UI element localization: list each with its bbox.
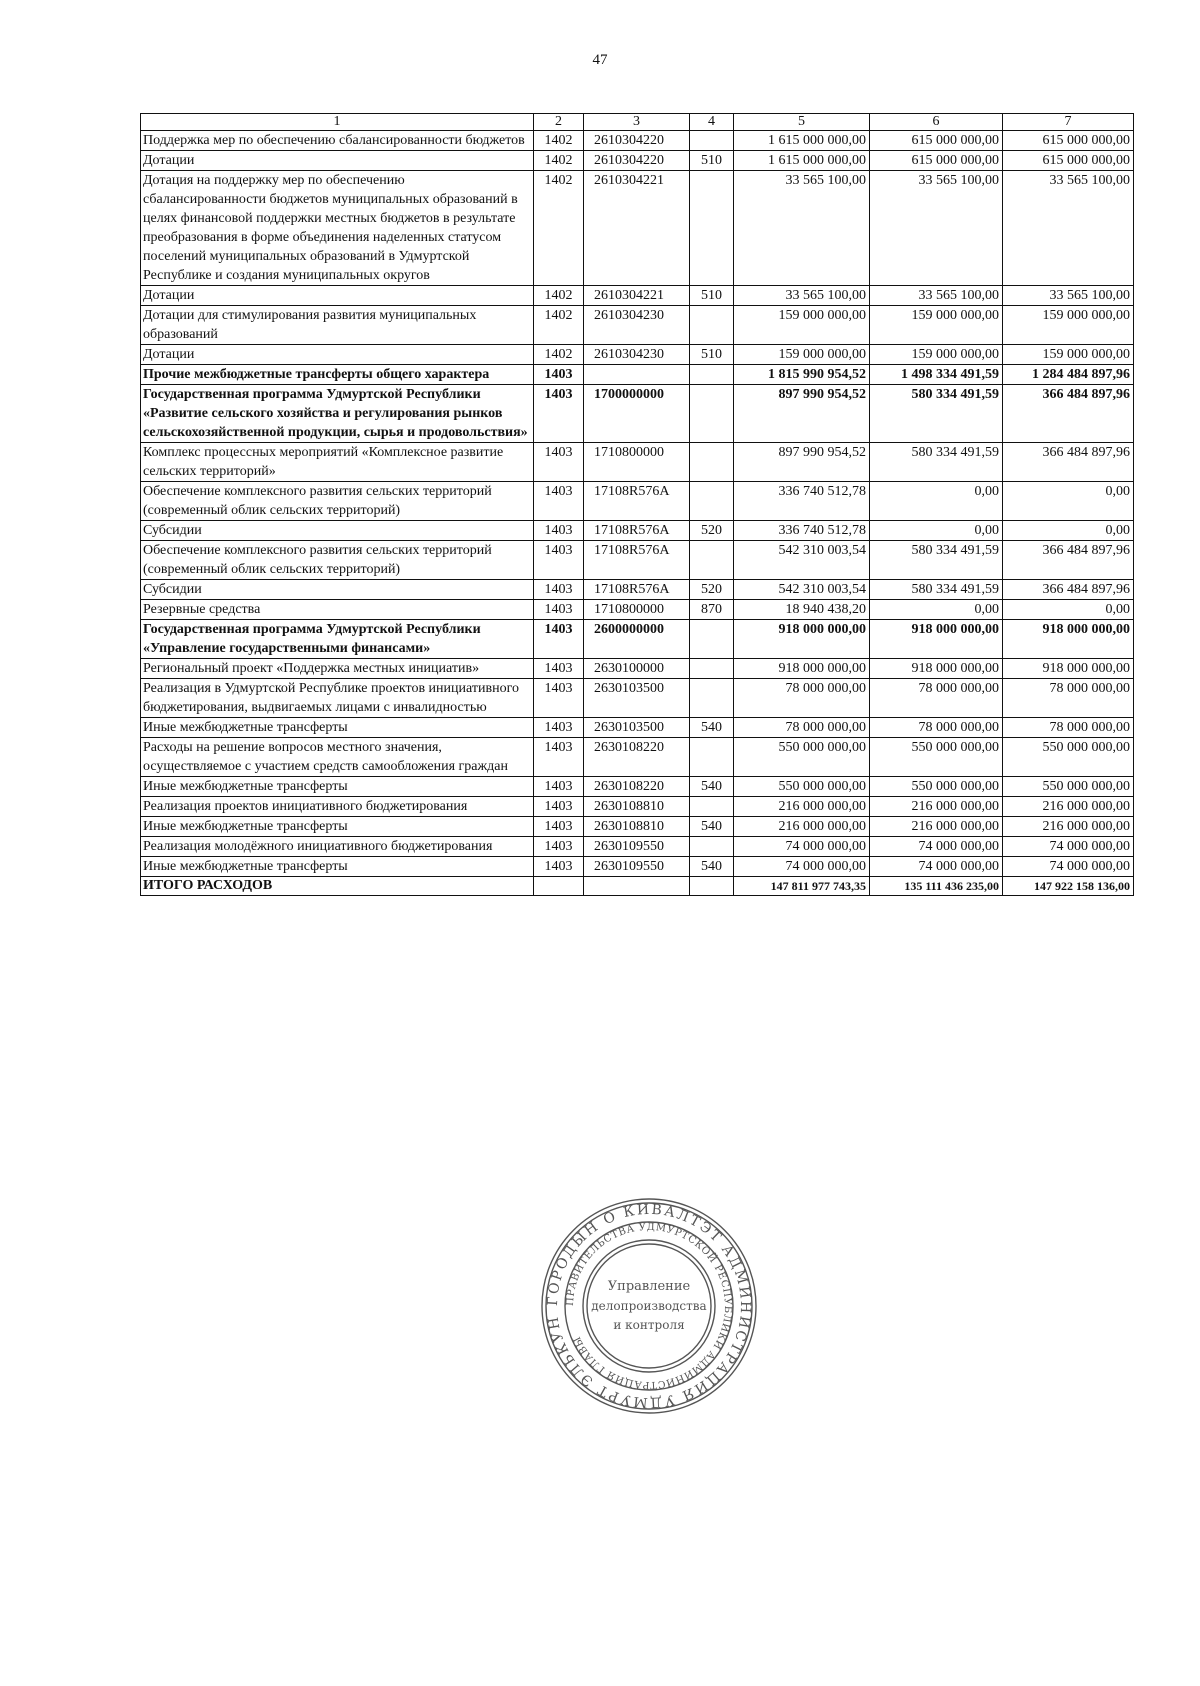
year3-amount-cell: 74 000 000,00: [1003, 857, 1134, 877]
seal-center-line: Управление: [607, 1279, 691, 1294]
target-article-cell: 2630108810: [584, 817, 690, 837]
year3-amount-cell: 159 000 000,00: [1003, 306, 1134, 345]
row-name-cell: Дотации: [141, 286, 534, 306]
table-row: [141, 365, 1134, 385]
section-code-cell: 1402: [534, 345, 584, 365]
expense-type-cell: [690, 837, 734, 857]
expenditure-table: [140, 113, 1134, 896]
year1-amount-cell: 550 000 000,00: [734, 738, 870, 777]
year3-amount-cell: 216 000 000,00: [1003, 797, 1134, 817]
section-code-cell: 1403: [534, 580, 584, 600]
row-name-cell: Субсидии: [141, 580, 534, 600]
page-number: 47: [592, 52, 608, 68]
target-article-cell: 2630100000: [584, 659, 690, 679]
row-name-cell: Дотация на поддержку мер по обеспечению сбалансированности бюджетов муниципальных образований в целях финансовой поддержки местных бюджетов в результате преобразования в форме объединения наделенных статусом поселений муниципальных образований в Удмуртской Республике и создания муниципальных округов: [141, 171, 534, 286]
row-name-cell: Государственная программа Удмуртской Республики «Развитие сельского хозяйства и регулирования рынков сельскохозяйственной продукции, сырья и продовольствия»: [141, 385, 534, 443]
seal-center-line: делопроизводства: [591, 1299, 707, 1313]
table-row: [141, 857, 1134, 877]
year3-amount-cell: 216 000 000,00: [1003, 817, 1134, 837]
expense-type-cell: [690, 365, 734, 385]
header-cell: 6: [870, 114, 1003, 131]
row-name-cell: Иные межбюджетные трансферты: [141, 857, 534, 877]
year2-amount-cell: 918 000 000,00: [870, 620, 1003, 659]
row-name-cell: Реализация проектов инициативного бюджетирования: [141, 797, 534, 817]
year1-amount-cell: 336 740 512,78: [734, 521, 870, 541]
target-article-cell: 17108R576A: [584, 541, 690, 580]
year3-amount-cell: 366 484 897,96: [1003, 385, 1134, 443]
section-code-cell: 1402: [534, 151, 584, 171]
table-row: [141, 521, 1134, 541]
target-article-cell: 2630108810: [584, 797, 690, 817]
table-body: [141, 114, 1134, 896]
expense-type-cell: [690, 306, 734, 345]
target-article-cell: 2630109550: [584, 837, 690, 857]
expense-type-cell: [690, 131, 734, 151]
expense-type-cell: 520: [690, 580, 734, 600]
target-article-cell: 2630108220: [584, 738, 690, 777]
year1-amount-cell: 542 310 003,54: [734, 580, 870, 600]
year2-amount-cell: 74 000 000,00: [870, 837, 1003, 857]
expense-type-cell: [690, 877, 734, 896]
section-code-cell: 1403: [534, 443, 584, 482]
year2-amount-cell: 615 000 000,00: [870, 151, 1003, 171]
table-row: [141, 443, 1134, 482]
expense-type-cell: [690, 443, 734, 482]
table-row: [141, 718, 1134, 738]
header-cell: 5: [734, 114, 870, 131]
header-cell: 3: [584, 114, 690, 131]
year1-amount-cell: 159 000 000,00: [734, 306, 870, 345]
section-code-cell: 1403: [534, 521, 584, 541]
year2-amount-cell: 580 334 491,59: [870, 385, 1003, 443]
row-name-cell: Иные межбюджетные трансферты: [141, 817, 534, 837]
table-row: [141, 777, 1134, 797]
section-code-cell: 1402: [534, 131, 584, 151]
target-article-cell: 2630103500: [584, 718, 690, 738]
expense-type-cell: [690, 482, 734, 521]
target-article-cell: 17108R576A: [584, 521, 690, 541]
target-article-cell: 2610304221: [584, 286, 690, 306]
year1-amount-cell: 216 000 000,00: [734, 817, 870, 837]
table-row: [141, 620, 1134, 659]
year3-amount-cell: 366 484 897,96: [1003, 443, 1134, 482]
table-row: [141, 580, 1134, 600]
expense-type-cell: 520: [690, 521, 734, 541]
year2-amount-cell: 216 000 000,00: [870, 817, 1003, 837]
year1-amount-cell: 336 740 512,78: [734, 482, 870, 521]
year2-amount-cell: 0,00: [870, 482, 1003, 521]
section-code-cell: [534, 877, 584, 896]
expense-type-cell: 540: [690, 718, 734, 738]
year1-amount-cell: 918 000 000,00: [734, 659, 870, 679]
year2-amount-cell: 159 000 000,00: [870, 306, 1003, 345]
year3-amount-cell: 0,00: [1003, 600, 1134, 620]
section-code-cell: 1403: [534, 679, 584, 718]
year2-amount-cell: 74 000 000,00: [870, 857, 1003, 877]
expense-type-cell: 510: [690, 345, 734, 365]
row-name-cell: Региональный проект «Поддержка местных инициатив»: [141, 659, 534, 679]
target-article-cell: 1710800000: [584, 600, 690, 620]
year2-amount-cell: 918 000 000,00: [870, 659, 1003, 679]
expense-type-cell: [690, 797, 734, 817]
section-code-cell: 1403: [534, 777, 584, 797]
target-article-cell: 2610304220: [584, 131, 690, 151]
year3-amount-cell: 147 922 158 136,00: [1003, 877, 1134, 896]
target-article-cell: [584, 365, 690, 385]
target-article-cell: 2610304221: [584, 171, 690, 286]
year2-amount-cell: 580 334 491,59: [870, 580, 1003, 600]
table-row: [141, 286, 1134, 306]
table-row: [141, 171, 1134, 286]
year2-amount-cell: 33 565 100,00: [870, 171, 1003, 286]
row-name-cell: Прочие межбюджетные трансферты общего характера: [141, 365, 534, 385]
year3-amount-cell: 159 000 000,00: [1003, 345, 1134, 365]
row-name-cell: Реализация в Удмуртской Республике проектов инициативного бюджетирования, выдвигаемых лицами с инвалидностью: [141, 679, 534, 718]
year1-amount-cell: 78 000 000,00: [734, 679, 870, 718]
target-article-cell: 2630103500: [584, 679, 690, 718]
section-code-cell: 1403: [534, 817, 584, 837]
row-name-cell: Иные межбюджетные трансферты: [141, 777, 534, 797]
header-cell: 1: [141, 114, 534, 131]
table-row: [141, 659, 1134, 679]
column-number-header: [141, 114, 1134, 131]
target-article-cell: [584, 877, 690, 896]
year1-amount-cell: 74 000 000,00: [734, 837, 870, 857]
year2-amount-cell: 78 000 000,00: [870, 679, 1003, 718]
year1-amount-cell: 159 000 000,00: [734, 345, 870, 365]
expense-type-cell: [690, 659, 734, 679]
year3-amount-cell: 1 284 484 897,96: [1003, 365, 1134, 385]
expense-type-cell: [690, 171, 734, 286]
seal-center-line: и контроля: [613, 1318, 685, 1332]
expense-type-cell: [690, 620, 734, 659]
year2-amount-cell: 159 000 000,00: [870, 345, 1003, 365]
year1-amount-cell: 33 565 100,00: [734, 171, 870, 286]
target-article-cell: 17108R576A: [584, 482, 690, 521]
section-code-cell: 1403: [534, 718, 584, 738]
row-name-cell: Резервные средства: [141, 600, 534, 620]
official-seal-stamp: [538, 1195, 760, 1417]
section-code-cell: 1403: [534, 857, 584, 877]
year1-amount-cell: 1 615 000 000,00: [734, 151, 870, 171]
row-name-cell: Реализация молодёжного инициативного бюджетирования: [141, 837, 534, 857]
year1-amount-cell: 216 000 000,00: [734, 797, 870, 817]
expense-type-cell: 540: [690, 857, 734, 877]
section-code-cell: 1403: [534, 365, 584, 385]
expense-type-cell: 540: [690, 817, 734, 837]
expense-type-cell: [690, 679, 734, 718]
table-row: [141, 738, 1134, 777]
target-article-cell: 1700000000: [584, 385, 690, 443]
table-row: [141, 797, 1134, 817]
year2-amount-cell: 1 498 334 491,59: [870, 365, 1003, 385]
header-cell: 2: [534, 114, 584, 131]
section-code-cell: 1403: [534, 738, 584, 777]
target-article-cell: 17108R576A: [584, 580, 690, 600]
year1-amount-cell: 1 815 990 954,52: [734, 365, 870, 385]
expense-type-cell: 540: [690, 777, 734, 797]
year3-amount-cell: 615 000 000,00: [1003, 151, 1134, 171]
table-row: [141, 679, 1134, 718]
year2-amount-cell: 550 000 000,00: [870, 777, 1003, 797]
year2-amount-cell: 580 334 491,59: [870, 541, 1003, 580]
row-name-cell: Обеспечение комплексного развития сельских территорий (современный облик сельских территорий): [141, 541, 534, 580]
target-article-cell: 2610304220: [584, 151, 690, 171]
year2-amount-cell: 550 000 000,00: [870, 738, 1003, 777]
year2-amount-cell: 33 565 100,00: [870, 286, 1003, 306]
year3-amount-cell: 74 000 000,00: [1003, 837, 1134, 857]
expense-type-cell: 510: [690, 286, 734, 306]
year3-amount-cell: 366 484 897,96: [1003, 580, 1134, 600]
year1-amount-cell: 1 615 000 000,00: [734, 131, 870, 151]
year3-amount-cell: 33 565 100,00: [1003, 286, 1134, 306]
year2-amount-cell: 615 000 000,00: [870, 131, 1003, 151]
section-code-cell: 1403: [534, 620, 584, 659]
table-row: [141, 385, 1134, 443]
year3-amount-cell: 615 000 000,00: [1003, 131, 1134, 151]
table-row: [141, 345, 1134, 365]
section-code-cell: 1402: [534, 171, 584, 286]
year1-amount-cell: 550 000 000,00: [734, 777, 870, 797]
year2-amount-cell: 135 111 436 235,00: [870, 877, 1003, 896]
year2-amount-cell: 580 334 491,59: [870, 443, 1003, 482]
expense-type-cell: 510: [690, 151, 734, 171]
section-code-cell: 1403: [534, 797, 584, 817]
table-row: [141, 131, 1134, 151]
section-code-cell: 1403: [534, 541, 584, 580]
year1-amount-cell: 897 990 954,52: [734, 443, 870, 482]
table-row: [141, 541, 1134, 580]
target-article-cell: 2630109550: [584, 857, 690, 877]
target-article-cell: 2630108220: [584, 777, 690, 797]
year3-amount-cell: 33 565 100,00: [1003, 171, 1134, 286]
row-name-cell: Комплекс процессных мероприятий «Комплексное развитие сельских территорий»: [141, 443, 534, 482]
year1-amount-cell: 897 990 954,52: [734, 385, 870, 443]
expense-type-cell: [690, 541, 734, 580]
table-row: [141, 151, 1134, 171]
seal-inner-text: ПРАВИТЕЛЬСТВА УДМУРТСКОЙ РЕСПУБЛИКИ АДМИНИСТРАЦИЯ ГЛАВЫ: [564, 1221, 734, 1391]
section-code-cell: 1403: [534, 482, 584, 521]
section-code-cell: 1403: [534, 837, 584, 857]
row-name-cell: Обеспечение комплексного развития сельских территорий (современный облик сельских территорий): [141, 482, 534, 521]
year3-amount-cell: 918 000 000,00: [1003, 620, 1134, 659]
year3-amount-cell: 366 484 897,96: [1003, 541, 1134, 580]
header-cell: 4: [690, 114, 734, 131]
table-row: [141, 600, 1134, 620]
section-code-cell: 1403: [534, 600, 584, 620]
year3-amount-cell: 550 000 000,00: [1003, 777, 1134, 797]
total-row: [141, 877, 1134, 896]
year3-amount-cell: 0,00: [1003, 482, 1134, 521]
row-name-cell: Государственная программа Удмуртской Республики «Управление государственными финансами»: [141, 620, 534, 659]
year1-amount-cell: 918 000 000,00: [734, 620, 870, 659]
target-article-cell: 2600000000: [584, 620, 690, 659]
expense-type-cell: [690, 738, 734, 777]
target-article-cell: 2610304230: [584, 306, 690, 345]
expense-type-cell: [690, 385, 734, 443]
section-code-cell: 1402: [534, 306, 584, 345]
row-name-cell: Дотации: [141, 345, 534, 365]
year1-amount-cell: 33 565 100,00: [734, 286, 870, 306]
year1-amount-cell: 74 000 000,00: [734, 857, 870, 877]
year3-amount-cell: 550 000 000,00: [1003, 738, 1134, 777]
row-name-cell: Поддержка мер по обеспечению сбалансированности бюджетов: [141, 131, 534, 151]
section-code-cell: 1402: [534, 286, 584, 306]
row-name-cell: Дотации: [141, 151, 534, 171]
row-name-cell: Дотации для стимулирования развития муниципальных образований: [141, 306, 534, 345]
year3-amount-cell: 0,00: [1003, 521, 1134, 541]
year2-amount-cell: 216 000 000,00: [870, 797, 1003, 817]
year2-amount-cell: 0,00: [870, 600, 1003, 620]
year2-amount-cell: 78 000 000,00: [870, 718, 1003, 738]
table-row: [141, 306, 1134, 345]
year1-amount-cell: 78 000 000,00: [734, 718, 870, 738]
target-article-cell: 2610304230: [584, 345, 690, 365]
section-code-cell: 1403: [534, 659, 584, 679]
year1-amount-cell: 18 940 438,20: [734, 600, 870, 620]
row-name-cell: Иные межбюджетные трансферты: [141, 718, 534, 738]
target-article-cell: 1710800000: [584, 443, 690, 482]
table-row: [141, 817, 1134, 837]
table-row: [141, 482, 1134, 521]
year3-amount-cell: 78 000 000,00: [1003, 679, 1134, 718]
section-code-cell: 1403: [534, 385, 584, 443]
year1-amount-cell: 147 811 977 743,35: [734, 877, 870, 896]
year2-amount-cell: 0,00: [870, 521, 1003, 541]
table-row: [141, 837, 1134, 857]
seal-outer-text: ГОРОДЫН О КИВАЛТЭТ АДМИНИСТРАЦИЯ УДМУРТ ЭЛЬКУН: [544, 1201, 754, 1411]
year1-amount-cell: 542 310 003,54: [734, 541, 870, 580]
row-name-cell: ИТОГО РАСХОДОВ: [141, 877, 534, 896]
row-name-cell: Субсидии: [141, 521, 534, 541]
header-cell: 7: [1003, 114, 1134, 131]
expense-type-cell: 870: [690, 600, 734, 620]
year3-amount-cell: 78 000 000,00: [1003, 718, 1134, 738]
year3-amount-cell: 918 000 000,00: [1003, 659, 1134, 679]
row-name-cell: Расходы на решение вопросов местного значения, осуществляемое с участием средств самообложения граждан: [141, 738, 534, 777]
